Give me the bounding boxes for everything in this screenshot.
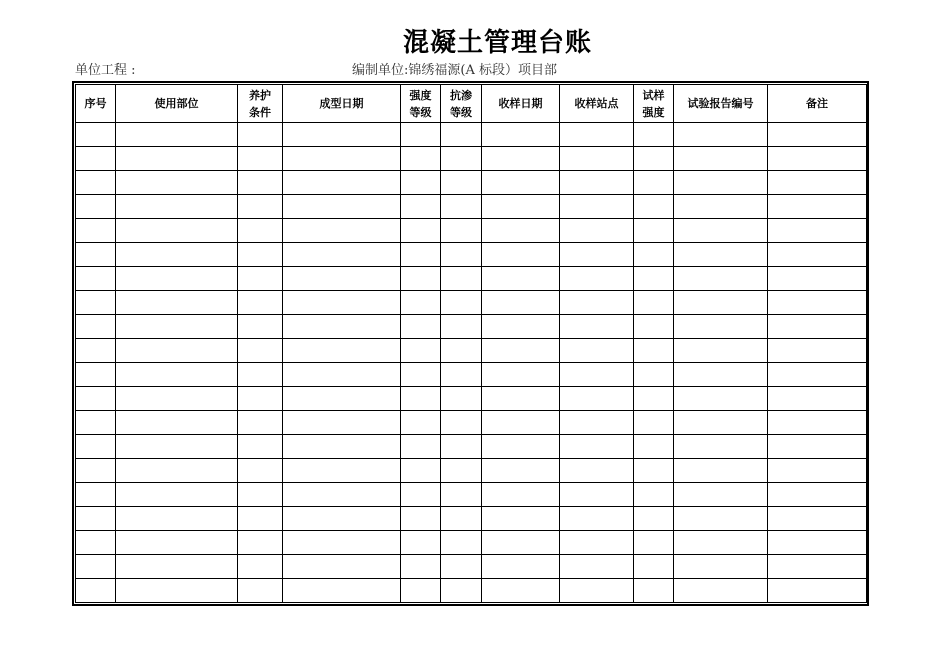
table-cell-test_strength[interactable]	[634, 555, 674, 579]
column-header-strength_grade	[401, 85, 441, 123]
table-cell-cast_date[interactable]	[283, 267, 401, 291]
table-cell-cast_date[interactable]	[283, 579, 401, 603]
table-cell-seq[interactable]	[76, 579, 116, 603]
table-cell-sample_station[interactable]	[560, 243, 634, 267]
table-cell-location[interactable]	[116, 219, 238, 243]
table-cell-report_no[interactable]	[674, 171, 768, 195]
table-cell-curing[interactable]	[238, 171, 283, 195]
table-cell-cast_date[interactable]	[283, 387, 401, 411]
table-cell-seq[interactable]	[76, 363, 116, 387]
table-cell-seq[interactable]	[76, 387, 116, 411]
table-cell-remarks[interactable]	[768, 339, 867, 363]
table-cell-cast_date[interactable]	[283, 147, 401, 171]
column-header-report_no	[674, 85, 768, 123]
table-cell-curing[interactable]	[238, 387, 283, 411]
table-cell-cast_date[interactable]	[283, 459, 401, 483]
table-cell-test_strength[interactable]	[634, 579, 674, 603]
table-cell-test_strength[interactable]	[634, 219, 674, 243]
table-cell-report_no[interactable]	[674, 363, 768, 387]
table-cell-location[interactable]	[116, 459, 238, 483]
column-header-text: 抗渗	[450, 88, 472, 102]
table-cell-remarks[interactable]	[768, 171, 867, 195]
table-cell-remarks[interactable]	[768, 219, 867, 243]
table-row	[76, 243, 867, 267]
table-cell-cast_date[interactable]	[283, 531, 401, 555]
table-cell-sample_station[interactable]	[560, 147, 634, 171]
table-cell-report_no[interactable]	[674, 411, 768, 435]
table-cell-sample_date[interactable]	[482, 291, 560, 315]
table-cell-test_strength[interactable]	[634, 411, 674, 435]
table-cell-sample_station[interactable]	[560, 435, 634, 459]
column-header-text: 序号	[84, 97, 107, 110]
table-cell-curing[interactable]	[238, 267, 283, 291]
table-cell-remarks[interactable]	[768, 459, 867, 483]
table-cell-test_strength[interactable]	[634, 315, 674, 339]
table-cell-seq[interactable]	[76, 195, 116, 219]
table-row	[76, 123, 867, 147]
table-cell-cast_date[interactable]	[283, 363, 401, 387]
table-cell-seq[interactable]	[76, 315, 116, 339]
table-row	[76, 147, 867, 171]
column-header-text: 条件	[249, 105, 271, 119]
column-header-seq	[76, 85, 116, 123]
table-cell-curing[interactable]	[238, 315, 283, 339]
table-cell-strength_grade[interactable]	[401, 483, 441, 507]
table-cell-seq[interactable]	[76, 267, 116, 291]
table-cell-location[interactable]	[116, 195, 238, 219]
table-cell-seq[interactable]	[76, 243, 116, 267]
table-cell-remarks[interactable]	[768, 363, 867, 387]
table-cell-seq[interactable]	[76, 147, 116, 171]
table-cell-seq[interactable]	[76, 555, 116, 579]
table-cell-remarks[interactable]	[768, 411, 867, 435]
table-cell-location[interactable]	[116, 291, 238, 315]
table-cell-location[interactable]	[116, 363, 238, 387]
table-cell-location[interactable]	[116, 579, 238, 603]
table-cell-impermeability[interactable]	[441, 411, 482, 435]
table-cell-seq[interactable]	[76, 219, 116, 243]
table-cell-seq[interactable]	[76, 459, 116, 483]
table-cell-location[interactable]	[116, 339, 238, 363]
table-cell-strength_grade[interactable]	[401, 123, 441, 147]
table-body	[76, 123, 867, 603]
table-header-row	[76, 85, 867, 123]
table-cell-seq[interactable]	[76, 123, 116, 147]
table-cell-sample_station[interactable]	[560, 555, 634, 579]
table-cell-sample_date[interactable]	[482, 579, 560, 603]
table-cell-seq[interactable]	[76, 531, 116, 555]
column-header-impermeability	[441, 85, 482, 123]
compiler-label: 编制单位:锦绣福源(A 标段）项目部	[352, 63, 557, 78]
table-cell-remarks[interactable]	[768, 507, 867, 531]
table-cell-sample_station[interactable]	[560, 195, 634, 219]
table-cell-cast_date[interactable]	[283, 219, 401, 243]
table-cell-seq[interactable]	[76, 435, 116, 459]
table-cell-remarks[interactable]	[768, 387, 867, 411]
table-cell-sample_station[interactable]	[560, 363, 634, 387]
table-cell-seq[interactable]	[76, 171, 116, 195]
table-cell-impermeability[interactable]	[441, 459, 482, 483]
table-cell-sample_station[interactable]	[560, 219, 634, 243]
table-cell-test_strength[interactable]	[634, 507, 674, 531]
column-header-curing	[238, 85, 283, 123]
table-cell-cast_date[interactable]	[283, 315, 401, 339]
table-cell-cast_date[interactable]	[283, 411, 401, 435]
table-cell-test_strength[interactable]	[634, 483, 674, 507]
table-row	[76, 291, 867, 315]
table-cell-curing[interactable]	[238, 291, 283, 315]
table-cell-sample_station[interactable]	[560, 459, 634, 483]
table-cell-cast_date[interactable]	[283, 339, 401, 363]
table-row	[76, 435, 867, 459]
table-cell-curing[interactable]	[238, 219, 283, 243]
table-cell-sample_station[interactable]	[560, 267, 634, 291]
table-cell-curing[interactable]	[238, 147, 283, 171]
table-cell-impermeability[interactable]	[441, 435, 482, 459]
table-cell-test_strength[interactable]	[634, 291, 674, 315]
table-cell-strength_grade[interactable]	[401, 387, 441, 411]
table-cell-strength_grade[interactable]	[401, 315, 441, 339]
table-cell-remarks[interactable]	[768, 483, 867, 507]
table-cell-sample_station[interactable]	[560, 507, 634, 531]
table-cell-test_strength[interactable]	[634, 531, 674, 555]
table-cell-report_no[interactable]	[674, 147, 768, 171]
table-cell-remarks[interactable]	[768, 267, 867, 291]
table-cell-impermeability[interactable]	[441, 315, 482, 339]
table-cell-location[interactable]	[116, 507, 238, 531]
table-cell-sample_station[interactable]	[560, 387, 634, 411]
table-cell-strength_grade[interactable]	[401, 363, 441, 387]
table-cell-sample_date[interactable]	[482, 483, 560, 507]
table-cell-strength_grade[interactable]	[401, 243, 441, 267]
table-cell-strength_grade[interactable]	[401, 579, 441, 603]
table-cell-test_strength[interactable]	[634, 267, 674, 291]
table-cell-remarks[interactable]	[768, 147, 867, 171]
table-cell-seq[interactable]	[76, 291, 116, 315]
table-row	[76, 339, 867, 363]
table-cell-curing[interactable]	[238, 363, 283, 387]
table-cell-cast_date[interactable]	[283, 195, 401, 219]
table-cell-sample_date[interactable]	[482, 459, 560, 483]
table-cell-report_no[interactable]	[674, 267, 768, 291]
table-cell-impermeability[interactable]	[441, 507, 482, 531]
table-cell-impermeability[interactable]	[441, 243, 482, 267]
table-cell-seq[interactable]	[76, 507, 116, 531]
column-header-text: 等级	[450, 105, 472, 119]
table-cell-location[interactable]	[116, 555, 238, 579]
table-row	[76, 363, 867, 387]
table-cell-report_no[interactable]	[674, 195, 768, 219]
table-row	[76, 555, 867, 579]
table-cell-cast_date[interactable]	[283, 291, 401, 315]
table-cell-impermeability[interactable]	[441, 531, 482, 555]
table-cell-seq[interactable]	[76, 483, 116, 507]
table-cell-location[interactable]	[116, 315, 238, 339]
table-cell-impermeability[interactable]	[441, 555, 482, 579]
table-cell-curing[interactable]	[238, 579, 283, 603]
table-cell-curing[interactable]	[238, 123, 283, 147]
table-cell-location[interactable]	[116, 123, 238, 147]
table-cell-impermeability[interactable]	[441, 171, 482, 195]
table-cell-remarks[interactable]	[768, 531, 867, 555]
table-cell-impermeability[interactable]	[441, 579, 482, 603]
table-cell-impermeability[interactable]	[441, 123, 482, 147]
ledger-table-frame	[72, 81, 869, 606]
table-cell-sample_station[interactable]	[560, 291, 634, 315]
table-row	[76, 411, 867, 435]
table-cell-strength_grade[interactable]	[401, 555, 441, 579]
table-cell-sample_date[interactable]	[482, 219, 560, 243]
table-cell-location[interactable]	[116, 243, 238, 267]
table-cell-strength_grade[interactable]	[401, 195, 441, 219]
table-cell-sample_date[interactable]	[482, 123, 560, 147]
table-cell-strength_grade[interactable]	[401, 147, 441, 171]
table-cell-sample_date[interactable]	[482, 363, 560, 387]
table-cell-impermeability[interactable]	[441, 219, 482, 243]
table-row	[76, 315, 867, 339]
table-cell-strength_grade[interactable]	[401, 219, 441, 243]
column-header-text: 使用部位	[154, 97, 199, 110]
table-cell-test_strength[interactable]	[634, 123, 674, 147]
table-cell-strength_grade[interactable]	[401, 339, 441, 363]
table-cell-remarks[interactable]	[768, 195, 867, 219]
table-cell-report_no[interactable]	[674, 507, 768, 531]
table-cell-report_no[interactable]	[674, 435, 768, 459]
table-cell-test_strength[interactable]	[634, 363, 674, 387]
table-cell-sample_date[interactable]	[482, 387, 560, 411]
table-cell-strength_grade[interactable]	[401, 411, 441, 435]
table-cell-remarks[interactable]	[768, 435, 867, 459]
table-cell-remarks[interactable]	[768, 579, 867, 603]
table-cell-remarks[interactable]	[768, 291, 867, 315]
table-row	[76, 171, 867, 195]
table-cell-location[interactable]	[116, 531, 238, 555]
table-cell-test_strength[interactable]	[634, 171, 674, 195]
table-cell-cast_date[interactable]	[283, 243, 401, 267]
table-cell-report_no[interactable]	[674, 531, 768, 555]
table-row	[76, 579, 867, 603]
table-cell-location[interactable]	[116, 267, 238, 291]
table-cell-report_no[interactable]	[674, 243, 768, 267]
column-header-sample_date	[482, 85, 560, 123]
table-cell-report_no[interactable]	[674, 387, 768, 411]
table-cell-curing[interactable]	[238, 339, 283, 363]
table-cell-sample_date[interactable]	[482, 147, 560, 171]
table-cell-remarks[interactable]	[768, 243, 867, 267]
table-cell-curing[interactable]	[238, 411, 283, 435]
table-cell-sample_station[interactable]	[560, 579, 634, 603]
table-cell-curing[interactable]	[238, 459, 283, 483]
table-cell-location[interactable]	[116, 411, 238, 435]
table-row	[76, 459, 867, 483]
column-header-text: 试样	[642, 88, 665, 102]
column-header-text: 备注	[806, 97, 828, 110]
table-cell-location[interactable]	[116, 435, 238, 459]
table-cell-sample_date[interactable]	[482, 315, 560, 339]
table-cell-sample_station[interactable]	[560, 171, 634, 195]
column-header-text: 成型日期	[319, 97, 364, 110]
table-cell-curing[interactable]	[238, 435, 283, 459]
table-cell-sample_date[interactable]	[482, 435, 560, 459]
table-row	[76, 531, 867, 555]
table-cell-impermeability[interactable]	[441, 267, 482, 291]
table-cell-cast_date[interactable]	[283, 483, 401, 507]
table-cell-curing[interactable]	[238, 483, 283, 507]
table-cell-report_no[interactable]	[674, 555, 768, 579]
table-cell-strength_grade[interactable]	[401, 435, 441, 459]
table-cell-test_strength[interactable]	[634, 459, 674, 483]
table-cell-strength_grade[interactable]	[401, 171, 441, 195]
table-cell-sample_date[interactable]	[482, 267, 560, 291]
column-header-text: 等级	[409, 105, 432, 119]
table-cell-seq[interactable]	[76, 411, 116, 435]
table-cell-sample_date[interactable]	[482, 555, 560, 579]
table-cell-sample_station[interactable]	[560, 483, 634, 507]
table-cell-test_strength[interactable]	[634, 195, 674, 219]
column-header-text: 养护	[249, 88, 271, 102]
table-cell-report_no[interactable]	[674, 123, 768, 147]
table-cell-impermeability[interactable]	[441, 291, 482, 315]
table-cell-strength_grade[interactable]	[401, 291, 441, 315]
table-cell-impermeability[interactable]	[441, 195, 482, 219]
table-cell-sample_date[interactable]	[482, 411, 560, 435]
table-cell-curing[interactable]	[238, 555, 283, 579]
table-cell-curing[interactable]	[238, 243, 283, 267]
table-cell-curing[interactable]	[238, 531, 283, 555]
table-cell-report_no[interactable]	[674, 339, 768, 363]
ledger-table	[75, 84, 867, 603]
table-cell-cast_date[interactable]	[283, 555, 401, 579]
table-cell-sample_station[interactable]	[560, 531, 634, 555]
table-cell-location[interactable]	[116, 483, 238, 507]
table-cell-sample_date[interactable]	[482, 243, 560, 267]
table-cell-sample_date[interactable]	[482, 531, 560, 555]
table-cell-remarks[interactable]	[768, 555, 867, 579]
table-cell-impermeability[interactable]	[441, 339, 482, 363]
table-cell-sample_date[interactable]	[482, 339, 560, 363]
column-header-test_strength	[634, 85, 674, 123]
table-cell-impermeability[interactable]	[441, 147, 482, 171]
table-cell-test_strength[interactable]	[634, 339, 674, 363]
table-cell-location[interactable]	[116, 387, 238, 411]
table-row	[76, 219, 867, 243]
table-cell-remarks[interactable]	[768, 315, 867, 339]
table-cell-strength_grade[interactable]	[401, 531, 441, 555]
table-cell-impermeability[interactable]	[441, 483, 482, 507]
column-header-text: 试验报告编号	[687, 97, 754, 110]
table-cell-test_strength[interactable]	[634, 147, 674, 171]
table-cell-test_strength[interactable]	[634, 435, 674, 459]
column-header-sample_station	[560, 85, 634, 123]
column-header-text: 强度	[409, 88, 432, 102]
table-row	[76, 507, 867, 531]
column-header-remarks	[768, 85, 867, 123]
table-cell-seq[interactable]	[76, 339, 116, 363]
column-header-cast_date	[283, 85, 401, 123]
table-row	[76, 267, 867, 291]
unit-project-label: 单位工程 :	[75, 63, 136, 78]
table-cell-report_no[interactable]	[674, 291, 768, 315]
table-cell-strength_grade[interactable]	[401, 507, 441, 531]
table-cell-sample_station[interactable]	[560, 339, 634, 363]
table-cell-sample_date[interactable]	[482, 507, 560, 531]
table-cell-curing[interactable]	[238, 507, 283, 531]
column-header-text: 强度	[642, 105, 665, 119]
table-cell-sample_date[interactable]	[482, 171, 560, 195]
table-cell-report_no[interactable]	[674, 219, 768, 243]
page-title: 混凝土管理台账	[402, 28, 592, 58]
table-cell-cast_date[interactable]	[283, 507, 401, 531]
table-cell-sample_station[interactable]	[560, 315, 634, 339]
table-cell-location[interactable]	[116, 147, 238, 171]
table-row	[76, 195, 867, 219]
table-cell-cast_date[interactable]	[283, 171, 401, 195]
column-header-text: 收样日期	[498, 97, 543, 110]
table-cell-curing[interactable]	[238, 195, 283, 219]
table-cell-impermeability[interactable]	[441, 363, 482, 387]
table-cell-remarks[interactable]	[768, 123, 867, 147]
table-cell-report_no[interactable]	[674, 315, 768, 339]
table-cell-report_no[interactable]	[674, 483, 768, 507]
table-cell-report_no[interactable]	[674, 579, 768, 603]
table-cell-cast_date[interactable]	[283, 435, 401, 459]
table-cell-location[interactable]	[116, 171, 238, 195]
column-header-location	[116, 85, 238, 123]
table-cell-strength_grade[interactable]	[401, 267, 441, 291]
table-cell-test_strength[interactable]	[634, 243, 674, 267]
table-cell-sample_station[interactable]	[560, 123, 634, 147]
table-cell-report_no[interactable]	[674, 459, 768, 483]
table-cell-sample_station[interactable]	[560, 411, 634, 435]
table-row	[76, 483, 867, 507]
table-cell-impermeability[interactable]	[441, 387, 482, 411]
table-cell-cast_date[interactable]	[283, 123, 401, 147]
table-row	[76, 387, 867, 411]
table-cell-strength_grade[interactable]	[401, 459, 441, 483]
column-header-text: 收样站点	[574, 97, 619, 110]
table-cell-sample_date[interactable]	[482, 195, 560, 219]
table-cell-test_strength[interactable]	[634, 387, 674, 411]
